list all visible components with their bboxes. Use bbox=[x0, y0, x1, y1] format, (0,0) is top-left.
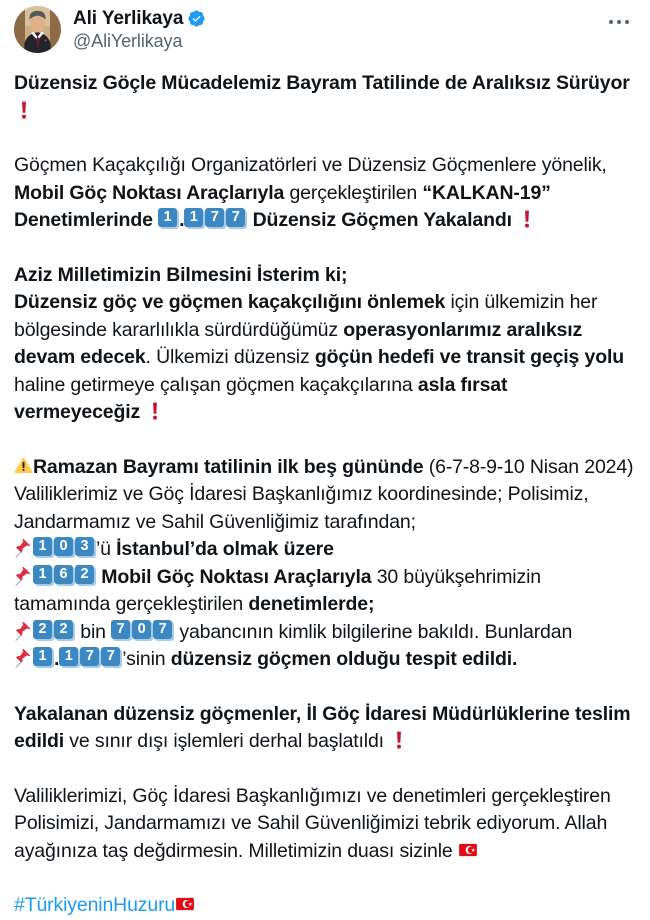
red-exclamation-emoji bbox=[145, 401, 165, 421]
account-handle[interactable]: @AliYerlikaya bbox=[73, 31, 183, 52]
p4-bold: Yakalanan düzensiz göçmenler, İl Göç İdaresi Müdürlüklerine teslim edildi bbox=[14, 702, 631, 752]
p2-text-2: . Ülkemizi düzensiz bbox=[145, 346, 315, 368]
p5-text: Valiliklerimizi, Göç İdaresi Başkanlığımızı ve denetimleri gerçekleştiren Polisimizi, Jandarmamızı ve Sahil Güvenliğimizi tebrik ediyorum. Allah ayağınıza taş değdirmesin. Milletimizin duası sizinle bbox=[14, 784, 611, 862]
hashtag-link[interactable]: #TürkiyeninHuzuru bbox=[14, 894, 176, 916]
more-dot bbox=[617, 20, 621, 24]
p1-mid: gerçekleştirilen bbox=[284, 181, 423, 204]
number-separator: . bbox=[179, 209, 185, 231]
p2-text-3: haline getirmeye çalışan göçmen kaçakçılarına bbox=[14, 373, 418, 396]
paragraph-thanks bbox=[14, 783, 636, 866]
warning-triangle-emoji bbox=[14, 457, 33, 476]
paragraph-operation bbox=[14, 152, 636, 235]
more-dot bbox=[625, 20, 629, 24]
paragraph-handover bbox=[14, 701, 636, 756]
stat-line-checked bbox=[14, 619, 636, 647]
stat-line-vehicles bbox=[14, 564, 636, 619]
red-exclamation-emoji bbox=[14, 100, 34, 120]
headline-text: Düzensiz Göçle Mücadelemiz Bayram Tatilinde de Aralıksız Sürüyor bbox=[14, 72, 630, 94]
stat4-bold: düzensiz göçmen olduğu tespit edildi. bbox=[170, 648, 518, 670]
p1-bold-kalkan: “KALKAN-19” Denetimlerinde bbox=[14, 181, 551, 231]
spacer bbox=[14, 865, 636, 892]
stat4-suffix: ’sinin bbox=[122, 648, 171, 670]
display-name[interactable]: Ali Yerlikaya bbox=[73, 8, 184, 29]
pushpin-emoji bbox=[14, 649, 33, 668]
stat1-bold: İstanbul’da olmak üzere bbox=[116, 538, 334, 560]
keycap-digit: 2 bbox=[54, 620, 75, 641]
p3-bold-ramadan: Ramazan Bayramı tatilinin ilk beş gününde bbox=[33, 455, 424, 478]
keycap-digit: 0 bbox=[132, 620, 153, 641]
stat2-text: 30 büyükşehrimizin tamamında gerçekleştirilen bbox=[14, 565, 541, 615]
name-row bbox=[73, 7, 206, 30]
keycap-digit: 0 bbox=[54, 537, 75, 558]
turkey-flag-emoji bbox=[458, 840, 478, 860]
keycap-digit: 1 bbox=[33, 565, 54, 586]
paragraph-holiday bbox=[14, 454, 636, 537]
number-separator: . bbox=[54, 648, 60, 670]
verified-badge-icon bbox=[187, 9, 206, 28]
keycap-digit: 7 bbox=[111, 620, 132, 641]
more-options-icon[interactable] bbox=[602, 10, 636, 34]
tweet-body bbox=[14, 56, 636, 920]
spacer bbox=[14, 427, 636, 454]
spacer bbox=[14, 125, 636, 152]
keycap-digit: 7 bbox=[205, 208, 226, 229]
paragraph-statement bbox=[14, 262, 636, 427]
p4-text: ve sınır dışı işlemleri derhal başlatıldı bbox=[64, 730, 390, 752]
stat-line-irregular bbox=[14, 646, 636, 674]
tweet-header bbox=[14, 6, 636, 56]
p2-text-1: için ülkemizin her bölgesinde kararlılıkla sürdürdüğümüz bbox=[14, 291, 598, 341]
spacer bbox=[14, 235, 636, 262]
keycap-digit: 1 bbox=[33, 647, 54, 668]
stat1-suffix: ’ü bbox=[96, 538, 117, 560]
keycap-digit: 2 bbox=[75, 565, 96, 586]
avatar[interactable] bbox=[14, 6, 61, 53]
p2-bold-never: asla fırsat vermeyeceğiz bbox=[14, 373, 508, 423]
p1-bold-caught: Düzensiz Göçmen Yakalandı bbox=[252, 209, 512, 231]
stat3-text-rest: yabancının kimlik bilgilerine bakıldı. Bunlardan bbox=[174, 620, 573, 643]
red-exclamation-emoji bbox=[389, 730, 409, 750]
spacer bbox=[14, 674, 636, 701]
pushpin-emoji bbox=[14, 622, 33, 641]
p2-bold-transit: göçün hedefi ve transit geçiş yolu bbox=[314, 346, 624, 368]
spacer bbox=[14, 756, 636, 783]
keycap-digit: 6 bbox=[54, 565, 75, 586]
keycap-digit: 7 bbox=[226, 208, 247, 229]
p1-line1: Göçmen Kaçakçılığı Organizatörleri ve Düzensiz Göçmenlere yönelik, bbox=[14, 154, 607, 176]
keycap-digit: 2 bbox=[33, 620, 54, 641]
keycap-digit: 7 bbox=[101, 647, 122, 668]
keycap-digit: 1 bbox=[184, 208, 205, 229]
p1-bold-vehicles: Mobil Göç Noktası Araçlarıyla bbox=[14, 181, 285, 204]
p2-bold-prevent: Düzensiz göç ve göçmen kaçakçılığını önlemek bbox=[14, 291, 446, 313]
account-identity bbox=[73, 6, 206, 53]
p2-bold-intro: Aziz Milletimizin Bilmesini İsterim ki; bbox=[14, 263, 348, 286]
hashtag-line bbox=[14, 892, 636, 920]
pushpin-emoji bbox=[14, 567, 33, 586]
stat3-text-bin: bin bbox=[75, 620, 112, 643]
stat2-bold-inspections: denetimlerde; bbox=[248, 593, 375, 615]
stat2-bold-vehicles: Mobil Göç Noktası Araçlarıyla bbox=[101, 565, 372, 588]
keycap-digit: 3 bbox=[75, 537, 96, 558]
more-dot bbox=[609, 20, 613, 24]
keycap-digit: 1 bbox=[33, 537, 54, 558]
keycap-digit: 7 bbox=[153, 620, 174, 641]
p3-text-dates: (6-7-8-9-10 Nisan 2024) Valiliklerimiz ve Göç İdaresi Başkanlığımız koordinesinde; Polisimiz, Jandarmamız ve Sahil Güvenliğimiz tarafından; bbox=[14, 455, 634, 533]
pushpin-emoji bbox=[14, 539, 33, 558]
p2-bold-operations: operasyonlarımız aralıksız devam edecek bbox=[14, 318, 583, 368]
turkey-flag-emoji bbox=[175, 894, 195, 914]
tweet-headline bbox=[14, 70, 636, 125]
keycap-digit: 7 bbox=[80, 647, 101, 668]
red-exclamation-emoji bbox=[517, 209, 537, 229]
keycap-digit: 1 bbox=[158, 208, 179, 229]
stat-line-istanbul bbox=[14, 536, 636, 564]
keycap-digit: 1 bbox=[59, 647, 80, 668]
